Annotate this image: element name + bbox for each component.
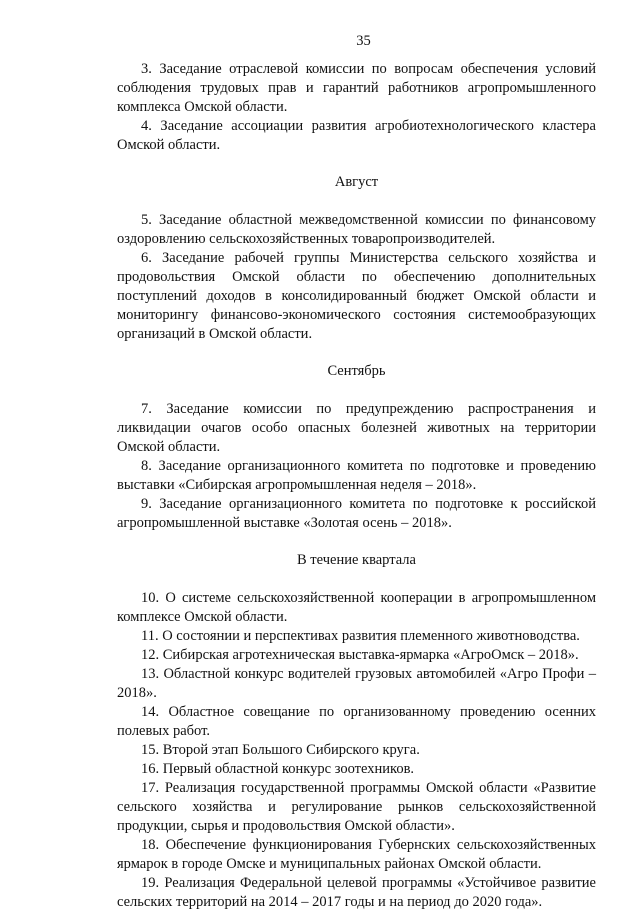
section-heading: Сентябрь xyxy=(327,363,386,379)
section-heading: В течение квартала xyxy=(297,552,416,568)
list-item: 18. Обеспечение функционирования Губернских сельскохозяйственных ярмарок в городе Омске и муниципальных районах Омской области. xyxy=(117,837,596,872)
list-item: 3. Заседание отраслевой комиссии по вопросам обеспечения условий соблюдения трудовых прав и гарантий работников агропромышленного комплекса Омской области. xyxy=(117,61,596,115)
list-item: 6. Заседание рабочей группы Министерства сельского хозяйства и продовольствия Омской области по обеспечению дополнительных поступлений доходов в консолидированный бюджет Омской области и мониторингу финансово-экономического состояния системообразующих организаций в Омской области. xyxy=(117,250,596,342)
list-item: 9. Заседание организационного комитета по подготовке к российской агропромышленной выставке «Золотая осень – 2018». xyxy=(117,496,596,531)
section-august xyxy=(117,173,596,344)
section-intro xyxy=(117,60,596,155)
list-item: 10. О системе сельскохозяйственной кооперации в агропромышленном комплексе Омской области. xyxy=(117,590,596,625)
list-item: 17. Реализация государственной программы Омской области «Развитие сельского хозяйства и регулирование рынков сельскохозяйственной продукции, сырья и продовольствия Омской области». xyxy=(117,780,596,834)
list-item: 8. Заседание организационного комитета по подготовке и проведению выставки «Сибирская агропромышленная неделя – 2018». xyxy=(117,458,596,493)
list-item: 11. О состоянии и перспективах развития племенного животноводства. xyxy=(141,628,580,644)
page-number: 35 xyxy=(356,33,371,49)
list-item: 16. Первый областной конкурс зоотехников. xyxy=(141,761,415,777)
section-september xyxy=(117,362,596,533)
section-heading: Август xyxy=(334,174,379,190)
list-item: 4. Заседание ассоциации развития агробиотехнологического кластера Омской области. xyxy=(117,118,596,153)
list-item: 14. Областное совещание по организованному проведению осенних полевых работ. xyxy=(117,704,596,739)
list-item: 13. Областной конкурс водителей грузовых автомобилей «Агро Профи – 2018». xyxy=(117,666,596,701)
list-item: 19. Реализация Федеральной целевой программы «Устойчивое развитие сельских территорий на 2014 – 2017 годы и на период до 2020 года». xyxy=(117,875,596,910)
list-item: 15. Второй этап Большого Сибирского круга. xyxy=(141,742,420,758)
list-item: 12. Сибирская агротехническая выставка-ярмарка «АгроОмск – 2018». xyxy=(141,647,579,663)
section-quarter xyxy=(117,551,596,912)
list-item: 7. Заседание комиссии по предупреждению распространения и ликвидации очагов особо опасных болезней животных на территории Омской области. xyxy=(117,401,596,455)
list-item: 5. Заседание областной межведомственной комиссии по финансовому оздоровлению сельскохозяйственных товаропроизводителей. xyxy=(117,212,596,247)
